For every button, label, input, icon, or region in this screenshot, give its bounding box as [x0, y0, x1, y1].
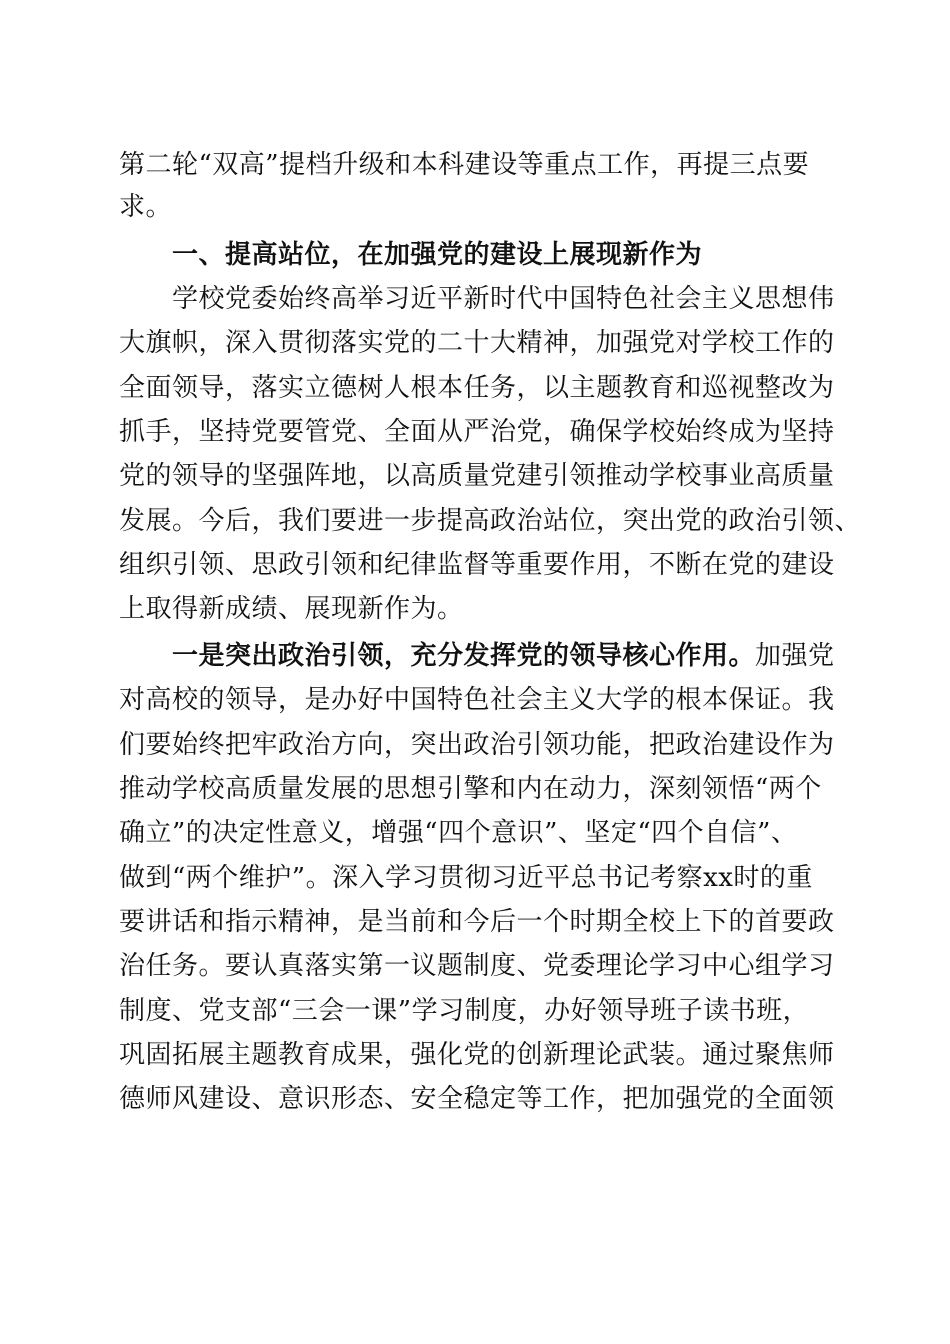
paragraph2-line-11: 德师风建设、意识形态、安全稳定等工作，把加强党的全面领	[119, 1084, 835, 1114]
section-heading: 一、提高站位，在加强党的建设上展现新作为	[172, 240, 703, 270]
paragraph2-line-3: 们要始终把牢政治方向，突出政治引领功能，把政治建设作为	[119, 730, 835, 760]
paragraph2-first-rest: 加强党	[755, 641, 835, 671]
paragraph1-line-7: 组织引领、思政引领和纪律监督等重要作用，不断在党的建设	[119, 550, 835, 580]
paragraph1-line-6: 发展。今后，我们要进一步提高政治站位，突出党的政治引领、	[119, 506, 862, 536]
paragraph1-line-2: 大旗帜，深入贯彻落实党的二十大精神，加强党对学校工作的	[119, 328, 835, 358]
paragraph2-line-9: 制度、党支部“三会一课”学习制度，办好领导班子读书班，	[119, 996, 810, 1026]
paragraph1-line-1: 学校党委始终高举习近平新时代中国特色社会主义思想伟	[172, 284, 835, 314]
paragraph1-line-4: 抓手，坚持党要管党、全面从严治党，确保学校始终成为坚持	[119, 417, 835, 447]
paragraph2-line-8: 治任务。要认真落实第一议题制度、党委理论学习中心组学习	[119, 951, 835, 981]
paragraph2-lead: 一是突出政治引领，充分发挥党的领导核心作用。	[172, 641, 756, 671]
paragraph2-line-1	[172, 636, 932, 676]
paragraph2-line-10: 巩固拓展主题教育成果，强化党的创新理论武装。通过聚焦师	[119, 1040, 835, 1070]
paragraph2-line-7: 要讲话和指示精神，是当前和今后一个时期全校上下的首要政	[119, 907, 835, 937]
paragraph1-line-5: 党的领导的坚强阵地，以高质量党建引领推动学校事业高质量	[119, 461, 835, 491]
continuation-line-1: 第二轮“双高”提档升级和本科建设等重点工作，再提三点要	[119, 150, 810, 180]
paragraph2-line-2: 对高校的领导，是办好中国特色社会主义大学的根本保证。我	[119, 685, 835, 715]
paragraph2-line-5: 确立”的决定性意义，增强“四个意识”、坚定“四个自信”、	[119, 818, 798, 848]
paragraph2-line-6: 做到“两个维护”。深入学习贯彻习近平总书记考察xx时的重	[119, 863, 813, 893]
paragraph1-line-8: 上取得新成绩、展现新作为。	[119, 594, 464, 624]
paragraph2-line-4: 推动学校高质量发展的思想引擎和内在动力，深刻领悟“两个	[119, 774, 822, 804]
paragraph1-line-3: 全面领导，落实立德树人根本任务，以主题教育和巡视整改为	[119, 373, 835, 403]
continuation-line-2: 求。	[119, 192, 173, 222]
